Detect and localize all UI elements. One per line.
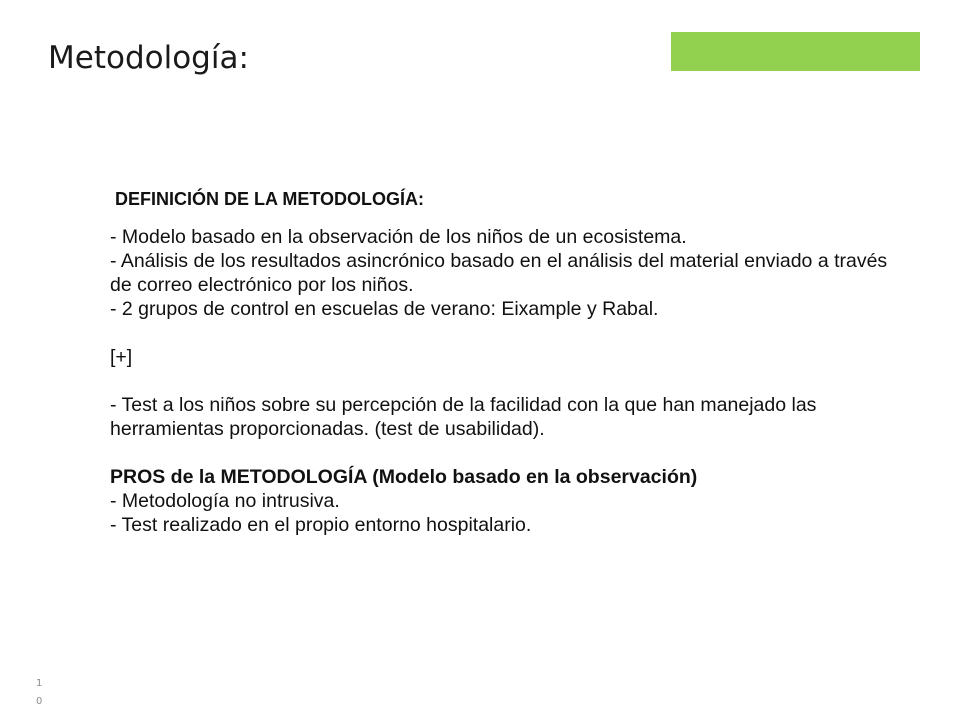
pros-heading: PROS de la METODOLOGÍA (Modelo basado en la observación)	[110, 466, 698, 488]
bullet-modelo: - Modelo basado en la observación de los niños de un ecosistema.	[110, 226, 687, 248]
bullet-grupos: - 2 grupos de control en escuelas de verano: Eixample y Rabal.	[110, 298, 659, 320]
spacer	[110, 369, 900, 393]
slide-title: Metodología:	[48, 40, 249, 76]
section-heading: DEFINICIÓN DE LA METODOLOGÍA:	[115, 189, 424, 209]
spacer	[110, 441, 900, 465]
more-marker: [+]	[110, 346, 133, 368]
spacer	[110, 321, 900, 345]
bullet-entorno: - Test realizado en el propio entorno hospitalario.	[110, 514, 532, 536]
bullet-no-intrusiva: - Metodología no intrusiva.	[110, 490, 340, 512]
bullet-test: - Test a los niños sobre su percepción de la facilidad con la que han manejado las herramientas proporcionadas. (test de usabilidad).	[110, 394, 817, 440]
body-text	[110, 225, 900, 537]
accent-bar	[671, 32, 920, 71]
bullet-analisis: - Análisis de los resultados asincrónico basado en el análisis del material enviado a través de correo electrónico por los niños.	[110, 250, 888, 296]
slide-number: 10	[36, 678, 43, 707]
